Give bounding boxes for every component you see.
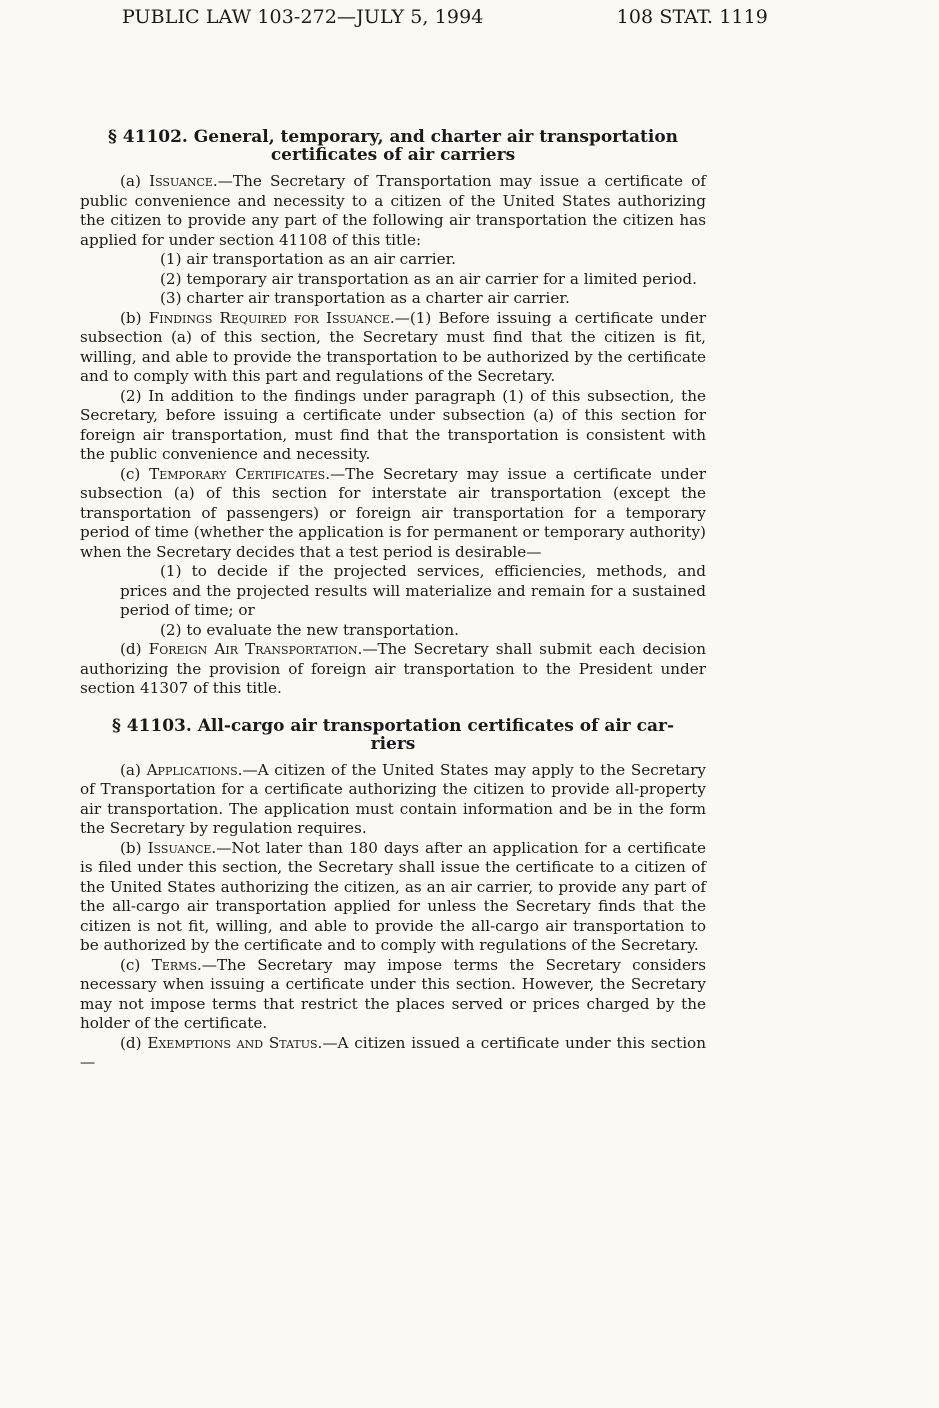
subsection-label: (d) (120, 640, 149, 658)
section-41102-subsection-a (80, 172, 706, 250)
subsection-caption: Temporary Certificates (149, 464, 326, 483)
subsection-label: (a) (120, 172, 150, 190)
header-stat-page: 108 STAT. 1119 (616, 6, 768, 28)
section-41103-subsection-d (80, 1034, 706, 1073)
subsection-text: .—The Secretary of Transportation may issue a certificate of public convenience and necessity to a citizen of the United States authorizing the citizen to provide any part of the following air transportation the citizen has applied for under section 41108 of this title: (80, 172, 706, 249)
subsection-label: (c) (120, 464, 150, 483)
subsection-caption: Foreign Air Transportation (148, 640, 358, 658)
subsection-text: .—A citizen of the United States may apply to the Secretary of Transportation for a certificate authorizing the citizen to provide all-property air transportation. The application must contain information and be in the form the Secretary by regulation requires. (80, 760, 706, 837)
section-41102-subsection-b (80, 309, 706, 387)
subsection-text: .—Not later than 180 days after an application for a certificate is filed under this section, the Secretary shall issue the certificate to a citizen of the United States authorizing the citizen, as an air carrier, to provide any part of the all-cargo air transportation applied for unless the Secretary finds that the citizen is not fit, willing, and able to provide the all-cargo air transportation to be authorized by the certificate and to comply with regulations of the Secretary. (80, 838, 706, 954)
section-41102-c-paragraph-2: (2) to evaluate the new transportation. (160, 620, 459, 639)
section-41102-a-paragraph-3: (3) charter air transportation as a charter air carrier. (160, 289, 570, 307)
subsection-text: .—The Secretary shall submit each decision authorizing the provision of foreign air transportation to the President under section 41307 of this title. (80, 640, 706, 697)
subsection-text: .—The Secretary may issue a certificate under subsection (a) of this section for interstate air transportation (except the transportation of passengers) or foreign air transportation for a temporary period of time (whether the application is for permanent or temporary authority) when the Secretary decides that a test period is desirable— (80, 464, 707, 561)
section-41102-c-paragraph-1: (1) to decide if the projected services, efficiencies, methods, and prices and the projected results will materialize and remain for a sustained period of time; or (120, 562, 706, 619)
header-law-citation: PUBLIC LAW 103-272—JULY 5, 1994 (122, 6, 484, 28)
subsection-label: (c) (120, 955, 152, 974)
section-41103-title-line1: § 41103. All-cargo air transportation certificates of air car- (111, 715, 675, 736)
section-41103-subsection-c (80, 956, 706, 1034)
section-spacer (80, 699, 706, 717)
section-41102-title-line2: certificates of air carriers (270, 145, 516, 165)
section-41102-a-paragraph-2: (2) temporary air transportation as an air carrier for a limited period. (160, 269, 697, 288)
section-41103-subsection-a (80, 761, 706, 839)
subsection-caption: Issuance (147, 838, 212, 857)
subsection-caption: Issuance (149, 172, 213, 190)
page-body (80, 76, 706, 1336)
subsection-text: .—(1) Before issuing a certificate under subsection (a) of this section, the Secretary must find that the citizen is fit, willing, and able to provide the transportation to be authorized by the certificate and to comply with this part and regulations of the Secretary. (80, 308, 706, 385)
subsection-text: .—The Secretary may impose terms the Secretary considers necessary when issuing a certificate under this section. However, the Secretary may not impose terms that restrict the places served or prices charged by the holder of the certificate. (80, 955, 706, 1032)
section-41103-title-line2: riers (370, 733, 416, 754)
subsection-caption: Applications (146, 760, 238, 779)
section-41102-heading (80, 128, 706, 164)
subsection-label: (b) (120, 838, 148, 857)
section-41103-subsection-b (80, 839, 706, 956)
subsection-label: (b) (120, 308, 149, 327)
section-41102-title-line1: § 41102. General, temporary, and charter air transportation (107, 127, 679, 147)
section-41102-b-paragraph-2: (2) In addition to the findings under paragraph (1) of this subsection, the Secretary, before issuing a certificate under subsection (a) of this section for foreign air transportation, must find that the transportation is consistent with the public convenience and necessity. (80, 386, 706, 463)
subsection-caption: Terms (151, 955, 197, 974)
subsection-text: .—A citizen issued a certificate under this section— (80, 1033, 706, 1071)
section-41103-heading (80, 717, 706, 753)
section-41102-a-paragraph-1: (1) air transportation as an air carrier. (160, 250, 457, 268)
subsection-label: (d) (120, 1033, 148, 1052)
subsection-label: (a) (120, 760, 147, 779)
subsection-caption: Exemptions and Status (147, 1033, 318, 1052)
section-41102-subsection-c (80, 465, 706, 563)
subsection-caption: Findings Required for Issuance (148, 308, 390, 327)
section-41102-subsection-d (80, 640, 706, 699)
document-content (80, 128, 706, 1073)
